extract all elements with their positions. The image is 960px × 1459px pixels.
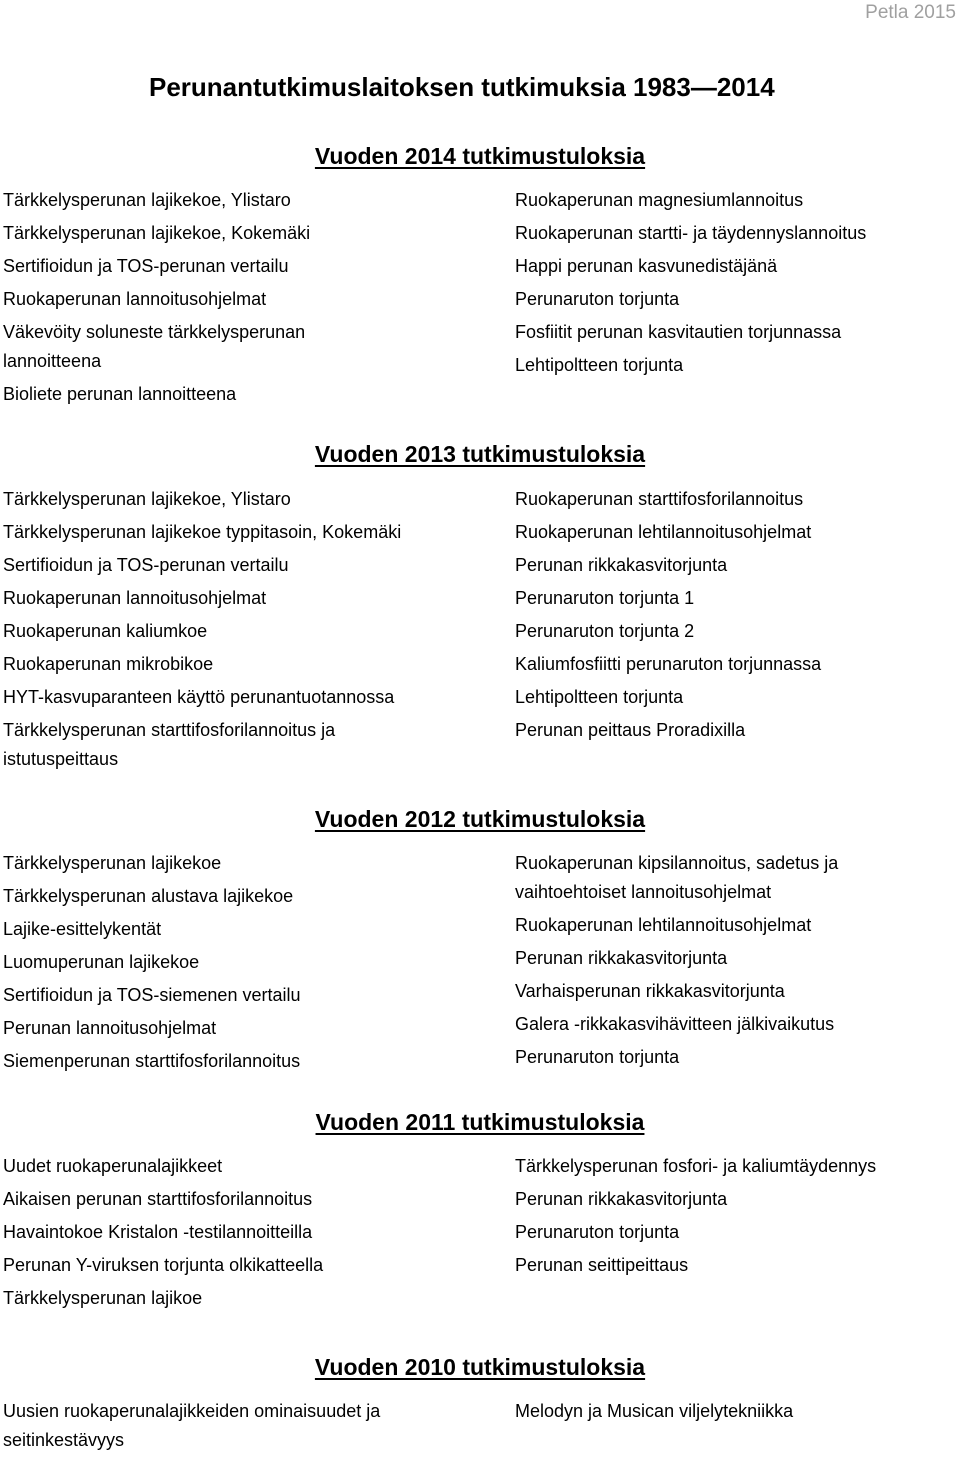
- list-item: Perunan Y-viruksen torjunta olkikatteella: [3, 1255, 324, 1275]
- section-2010-right-list: [515, 1397, 955, 1430]
- list-item: HYT-kasvuparanteen käyttö perunantuotannossa: [3, 687, 395, 707]
- list-item: Sertifioidun ja TOS-perunan vertailu: [3, 256, 289, 276]
- section-2010-left-list: [3, 1397, 473, 1459]
- list-item: Perunaruton torjunta 1: [515, 588, 695, 608]
- list-item: Perunan peittaus Proradixilla: [515, 720, 746, 740]
- list-item: Happi perunan kasvunedistäjänä: [515, 256, 778, 276]
- list-item: Ruokaperunan lannoitusohjelmat: [3, 289, 267, 309]
- section-heading-2014: Vuoden 2014 tutkimustuloksia: [314, 143, 646, 169]
- list-item: Melodyn ja Musican viljelytekniikka: [515, 1401, 794, 1421]
- list-item: Perunan lannoitusohjelmat: [3, 1018, 217, 1038]
- section-2011-right-list: [515, 1152, 955, 1284]
- list-item: Ruokaperunan kipsilannoitus, sadetus ja vaihtoehtoiset lannoitusohjelmat: [515, 853, 839, 902]
- list-item: Ruokaperunan kaliumkoe: [3, 621, 208, 641]
- list-item: Ruokaperunan lannoitusohjelmat: [3, 588, 267, 608]
- list-item: Tärkkelysperunan lajikekoe typpitasoin, Kokemäki: [3, 522, 402, 542]
- section-2013-left-list: [3, 485, 473, 778]
- section-2012-left-list: [3, 849, 473, 1080]
- list-item: Tärkkelysperunan lajikoe: [3, 1288, 203, 1308]
- list-item: Ruokaperunan starttifosforilannoitus: [515, 489, 804, 509]
- list-item: Tärkkelysperunan starttifosforilannoitus ja istutuspeittaus: [3, 720, 336, 769]
- section-2014-left-list: [3, 186, 473, 413]
- list-item: Tärkkelysperunan lajikekoe, Kokemäki: [3, 223, 311, 243]
- list-item: Tärkkelysperunan lajikekoe, Ylistaro: [3, 190, 291, 210]
- list-item: Perunan seittipeittaus: [515, 1255, 689, 1275]
- list-item: Uusien ruokaperunalajikkeiden ominaisuudet ja seitinkestävyys: [3, 1401, 381, 1450]
- list-item: Lehtipoltteen torjunta: [515, 687, 684, 707]
- list-item: Ruokaperunan startti- ja täydennyslannoitus: [515, 223, 867, 243]
- list-item: Perunan rikkakasvitorjunta: [515, 948, 728, 968]
- list-item: Ruokaperunan lehtilannoitusohjelmat: [515, 915, 812, 935]
- list-item: Perunan rikkakasvitorjunta: [515, 555, 728, 575]
- list-item: Tärkkelysperunan alustava lajikekoe: [3, 886, 294, 906]
- list-item: Perunaruton torjunta: [515, 1222, 680, 1242]
- section-2014-right-list: [515, 186, 955, 384]
- section-heading-2011: Vuoden 2011 tutkimustuloksia: [315, 1109, 645, 1135]
- list-item: Siemenperunan starttifosforilannoitus: [3, 1051, 301, 1071]
- list-item: Sertifioidun ja TOS-siemenen vertailu: [3, 985, 301, 1005]
- section-2013-right-list: [515, 485, 955, 749]
- list-item: Perunaruton torjunta 2: [515, 621, 695, 641]
- list-item: Ruokaperunan mikrobikoe: [3, 654, 214, 674]
- list-item: Perunan rikkakasvitorjunta: [515, 1189, 728, 1209]
- section-2012-right-list: [515, 849, 955, 1076]
- list-item: Aikaisen perunan starttifosforilannoitus: [3, 1189, 313, 1209]
- list-item: Kaliumfosfiitti perunaruton torjunnassa: [515, 654, 822, 674]
- section-2011-left-list: [3, 1152, 473, 1317]
- list-item: Väkevöity soluneste tärkkelysperunan lannoitteena: [3, 322, 306, 371]
- list-item: Bioliete perunan lannoitteena: [3, 384, 237, 404]
- list-item: Tärkkelysperunan fosfori- ja kaliumtäydennys: [515, 1156, 877, 1176]
- list-item: Fosfiitit perunan kasvitautien torjunnassa: [515, 322, 842, 342]
- list-item: Perunaruton torjunta: [515, 289, 680, 309]
- list-item: Luomuperunan lajikekoe: [3, 952, 200, 972]
- list-item: Uudet ruokaperunalajikkeet: [3, 1156, 223, 1176]
- list-item: Tärkkelysperunan lajikekoe: [3, 853, 222, 873]
- list-item: Lajike-esittelykentät: [3, 919, 162, 939]
- list-item: Varhaisperunan rikkakasvitorjunta: [515, 981, 785, 1001]
- page-title: Perunantutkimuslaitoksen tutkimuksia 1983—2014: [149, 72, 775, 102]
- list-item: Galera -rikkakasvihävitteen jälkivaikutus: [515, 1014, 835, 1034]
- header-label: Petla 2015: [865, 2, 956, 23]
- list-item: Havaintokoe Kristalon -testilannoitteilla: [3, 1222, 313, 1242]
- list-item: Lehtipoltteen torjunta: [515, 355, 684, 375]
- list-item: Ruokaperunan magnesiumlannoitus: [515, 190, 804, 210]
- section-heading-2013: Vuoden 2013 tutkimustuloksia: [314, 441, 646, 467]
- section-heading-2010: Vuoden 2010 tutkimustuloksia: [314, 1354, 646, 1380]
- list-item: Tärkkelysperunan lajikekoe, Ylistaro: [3, 489, 291, 509]
- list-item: Sertifioidun ja TOS-perunan vertailu: [3, 555, 289, 575]
- list-item: Perunaruton torjunta: [515, 1047, 680, 1067]
- list-item: Ruokaperunan lehtilannoitusohjelmat: [515, 522, 812, 542]
- section-heading-2012: Vuoden 2012 tutkimustuloksia: [314, 806, 646, 832]
